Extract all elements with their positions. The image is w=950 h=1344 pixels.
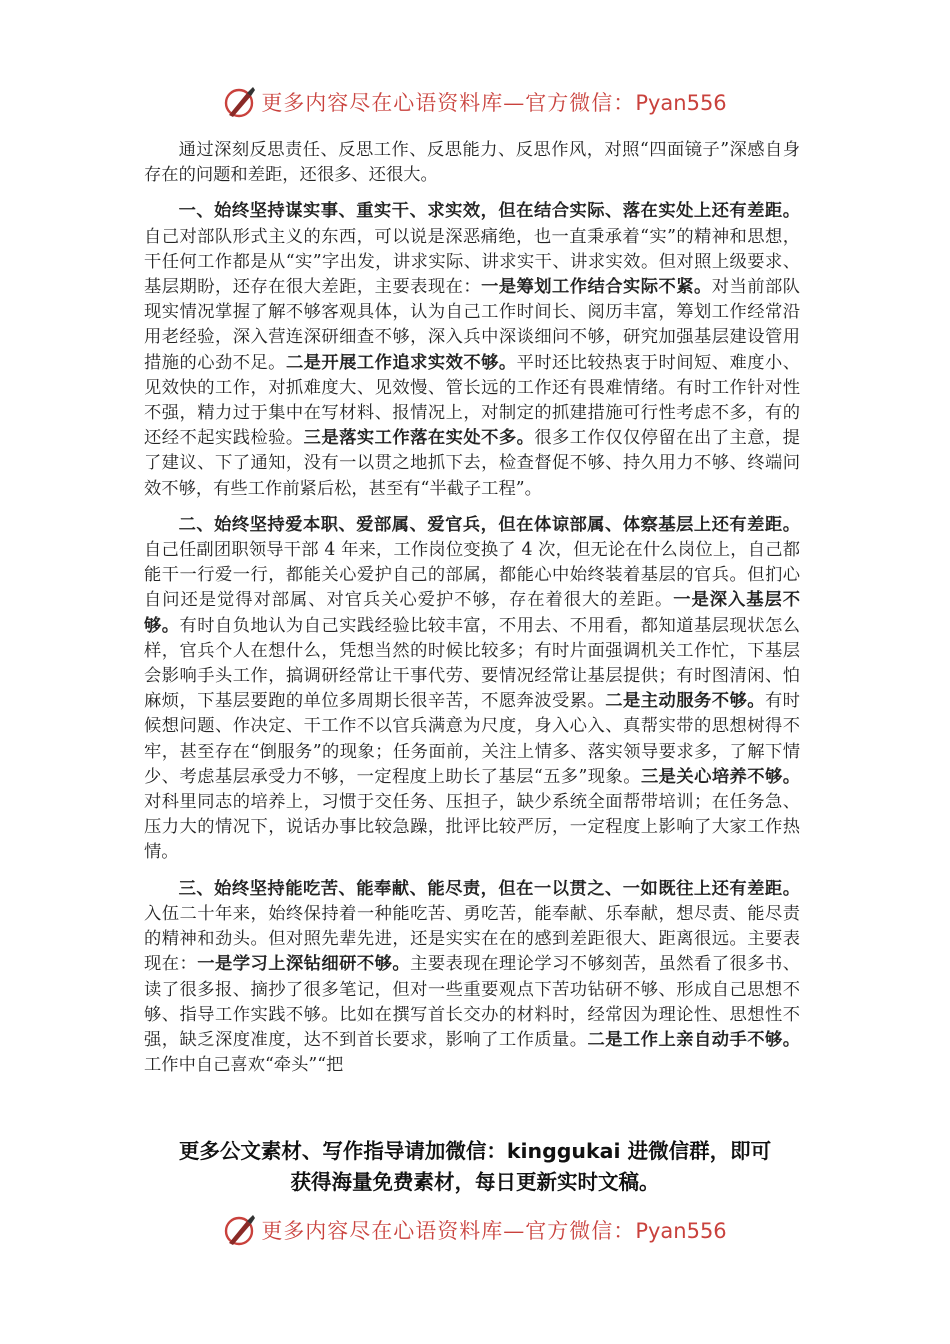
text-run: 自己对部队形式主义的东西，可以说是深恶痛绝，也一直秉承着“实”的精神和思想，干任何工作都是从“实”字出发，讲求实际、讲求实干、讲求实效。但对照上级要求、基层期盼，还存在很大差距，主要表现在： [144, 226, 800, 298]
bold-heading-run: 二是工作上亲自动手不够。 [587, 1029, 800, 1050]
bold-heading-run: 三是落实工作落在实处不多。 [303, 428, 535, 449]
text-run: 有时自负地认为自己实践经验比较丰富，不用去、不用看，都知道基层现状怎么样，官兵个人在想什么，凭想当然的时候比较多；有时片面强调机关工作忙，下基层会影响手头工作，搞调研经常让干事代劳、要情况经常让基层提供；有时图清闲、怕麻烦，下基层要跑的单位多周期长很辛苦，不愿奔波受累。 [144, 615, 800, 712]
paragraph [144, 513, 800, 866]
paragraph [144, 138, 800, 188]
bold-heading-run: 一是深入基层不够。 [144, 590, 800, 636]
text-run: 有时候想问题、作决定、干工作不以官兵满意为尺度，身入心入、真帮实带的思想树得不牢，甚至存在“倒服务”的现象；任务面前，关注上情多、落实领导要求多，了解下情少、考虑基层承受力不够，一定程度上助长了基层“五多”现象。 [144, 691, 800, 787]
text-run: 入伍二十年来，始终保持着一种能吃苦、勇吃苦，能奉献、乐奉献，想尽责、能尽责的精神和劲头。但对照先辈先进，还是实实在在的感到差距很大、距离很远。主要表现在： [144, 903, 800, 975]
pen-logo-icon [223, 85, 257, 119]
text-run: 对科里同志的培养上，习惯于交任务、压担子，缺少系统全面帮带培训；在任务急、压力大的情况下，说话办事比较急躁，批评比较严厉，一定程度上影响了大家工作热情。 [144, 792, 800, 863]
pen-logo-icon [223, 1213, 257, 1247]
text-run: 通过深刻反思责任、反思工作、反思能力、反思作风，对照“四面镜子”深感自身存在的问题和差距，还很多、还很大。 [144, 140, 800, 186]
paragraph [144, 877, 800, 1079]
text-run: 很多工作仅仅停留在出了主意，提了建议、下了通知，没有一以贯之地抓下去，检查督促不够、持久用力不够、终端问效不够，有些工作前紧后松，甚至有“半截子工程”。 [144, 428, 800, 499]
text-run: 平时还比较热衷于时间短、难度小、见效快的工作，对抓难度大、见效慢、管长远的工作还有畏难情绪。有时工作针对性不强，精力过于集中在写材料、报情况上，对制定的抓建措施可行性考虑不多，有的还经不起实践检验。 [144, 352, 800, 449]
bold-heading-run: 二是开展工作追求实效不够。 [285, 352, 517, 373]
text-run: 自己任副团职领导干部 4 年来，工作岗位变换了 4 次，但无论在什么岗位上，自己都能干一行爱一行，都能关心爱护自己的部属，都能心中始终装着基层的官兵。但扪心自问还是觉得对部属、对官兵关心爱护不够，存在着很大的差距。 [144, 540, 800, 611]
document-body [144, 138, 800, 1089]
footer-wechat-id: Pyan556 [635, 1219, 727, 1243]
promo-line-1: 更多公文素材、写作指导请加微信：kinggukai 进微信群，即可 [178, 1139, 772, 1163]
header-banner-text: 更多内容尽在心语资料库—官方微信： [261, 91, 636, 115]
footer-banner-text: 更多内容尽在心语资料库—官方微信： [261, 1219, 636, 1243]
text-run: 工作中自己喜欢“牵头”“把 [144, 1055, 344, 1076]
bold-heading-run: 三、始终坚持能吃苦、能奉献、能尽责，但在一以贯之、一如既往上还有差距。 [178, 878, 800, 899]
bold-heading-run: 一是筹划工作结合实际不紧。 [481, 277, 712, 298]
paragraph [144, 199, 800, 501]
bold-heading-run: 一是学习上深钻细研不够。 [197, 954, 411, 975]
bold-heading-run: 二、始终坚持爱本职、爱部属、爱官兵，但在体谅部属、体察基层上还有差距。 [178, 514, 800, 535]
footer-banner [0, 1210, 950, 1250]
header-banner [0, 82, 950, 122]
bold-heading-run: 一、始终坚持谋实事、重实干、求实效，但在结合实际、落在实处上还有差距。 [178, 201, 800, 222]
text-run: 对当前部队现实情况掌握了解不够客观具体，认为自己工作时间长、阅历丰富，筹划工作经常沿用老经验，深入营连深研细查不够，深入兵中深谈细问不够，研究加强基层建设管用措施的心劲不足。 [144, 277, 800, 373]
text-run: 主要表现在理论学习不够刻苦，虽然看了很多书、读了很多报、摘抄了很多笔记，但对一些重要观点下苦功钻研不够、形成自己思想不够、指导工作实践不够。比如在撰写首长交办的材料时，经常因为理论性、思想性不强，缺乏深度准度，达不到首长要求，影响了工作质量。 [144, 954, 800, 1050]
promo-line-2: 获得海量免费素材，每日更新实时文稿。 [290, 1170, 660, 1194]
bold-heading-run: 二是主动服务不够。 [605, 691, 765, 712]
bold-heading-run: 三是关心培养不够。 [640, 766, 800, 787]
header-wechat-id: Pyan556 [635, 91, 727, 115]
promo-notice [130, 1136, 820, 1198]
